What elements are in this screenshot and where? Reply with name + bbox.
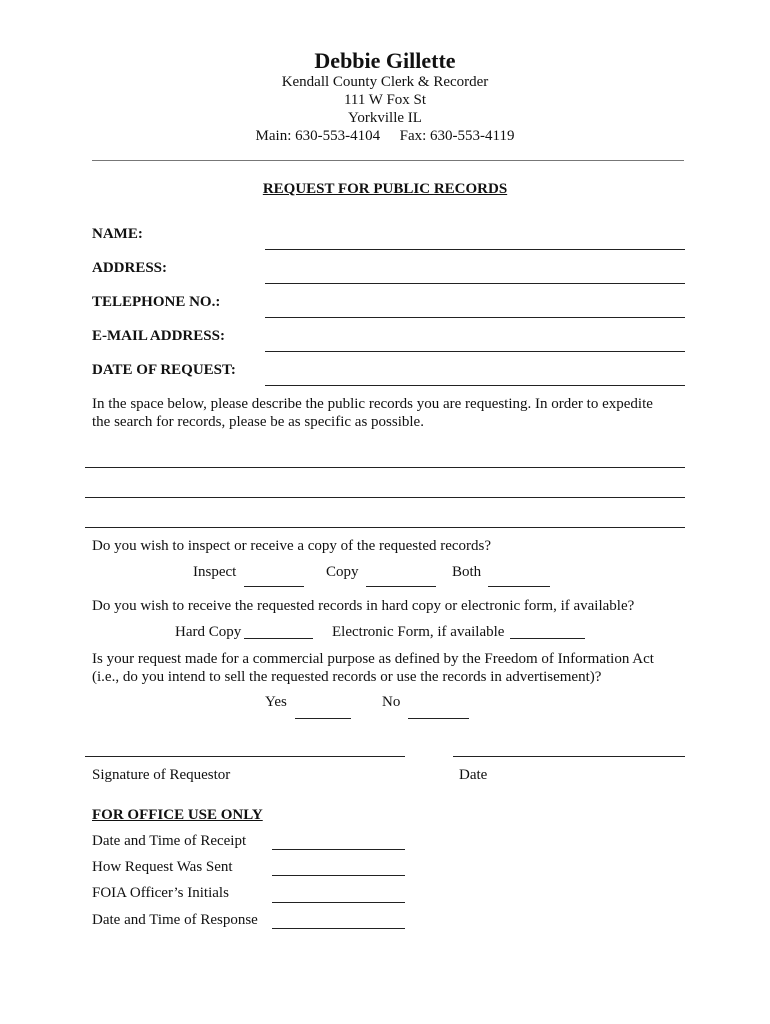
response-time-label: Date and Time of Response <box>92 912 258 928</box>
signature-label: Signature of Requestor <box>92 767 231 783</box>
clerk-name: Debbie Gillette <box>314 48 456 73</box>
email-field[interactable] <box>265 351 685 352</box>
copy-blank[interactable] <box>366 586 436 587</box>
office-name: Kendall County Clerk & Recorder <box>281 74 489 90</box>
format-question: Do you wish to receive the requested records in hard copy or electronic form, if available? <box>92 598 635 614</box>
header-divider <box>92 160 684 161</box>
description-line-1: In the space below, please describe the public records you are requesting. In order to expedite <box>92 396 653 412</box>
yes-label: Yes <box>265 694 287 710</box>
description-field-3[interactable] <box>85 527 685 528</box>
response-time-field[interactable] <box>272 928 405 929</box>
signature-field[interactable] <box>85 756 405 757</box>
street-address: 111 W Fox St <box>343 92 427 108</box>
receipt-time-label: Date and Time of Receipt <box>92 833 247 849</box>
phone-line <box>0 128 770 145</box>
name-field[interactable] <box>265 249 685 250</box>
no-label: No <box>382 694 401 710</box>
description-field-2[interactable] <box>85 497 685 498</box>
officer-initials-field[interactable] <box>272 902 405 903</box>
city-address: Yorkville IL <box>348 110 422 126</box>
date-of-request-label: DATE OF REQUEST: <box>92 362 236 378</box>
office-use-heading: FOR OFFICE USE ONLY <box>92 807 263 823</box>
request-method-field[interactable] <box>272 875 405 876</box>
signature-date-field[interactable] <box>453 756 685 757</box>
no-blank[interactable] <box>408 718 469 719</box>
officer-initials-label: FOIA Officer’s Initials <box>92 885 229 901</box>
main-phone: Main: 630-553-4104 <box>255 128 381 144</box>
telephone-field[interactable] <box>265 317 685 318</box>
fax-number: Fax: 630-553-4119 <box>399 128 515 144</box>
commercial-question-line-2: (i.e., do you intend to sell the requested records or use the records in advertisement)? <box>92 669 602 685</box>
address-field[interactable] <box>265 283 685 284</box>
hard-copy-label: Hard Copy <box>175 624 242 640</box>
electronic-form-blank[interactable] <box>510 638 585 639</box>
inspect-blank[interactable] <box>244 586 304 587</box>
inspect-option-label: Inspect <box>193 564 237 580</box>
name-label: NAME: <box>92 226 143 242</box>
description-field-1[interactable] <box>85 467 685 468</box>
both-blank[interactable] <box>488 586 550 587</box>
commercial-question-line-1: Is your request made for a commercial purpose as defined by the Freedom of Information Act <box>92 651 654 667</box>
hard-copy-blank[interactable] <box>244 638 313 639</box>
electronic-form-label: Electronic Form, if available <box>332 624 505 640</box>
date-of-request-field[interactable] <box>265 385 685 386</box>
both-option-label: Both <box>452 564 482 580</box>
request-method-label: How Request Was Sent <box>92 859 233 875</box>
yes-blank[interactable] <box>295 718 351 719</box>
signature-date-label: Date <box>459 767 488 783</box>
form-title: REQUEST FOR PUBLIC RECORDS <box>262 181 508 197</box>
copy-option-label: Copy <box>326 564 359 580</box>
email-label: E-MAIL ADDRESS: <box>92 328 225 344</box>
inspect-question: Do you wish to inspect or receive a copy of the requested records? <box>92 538 492 554</box>
address-label: ADDRESS: <box>92 260 168 276</box>
receipt-time-field[interactable] <box>272 849 405 850</box>
description-line-2: the search for records, please be as specific as possible. <box>92 414 424 430</box>
telephone-label: TELEPHONE NO.: <box>92 294 221 310</box>
